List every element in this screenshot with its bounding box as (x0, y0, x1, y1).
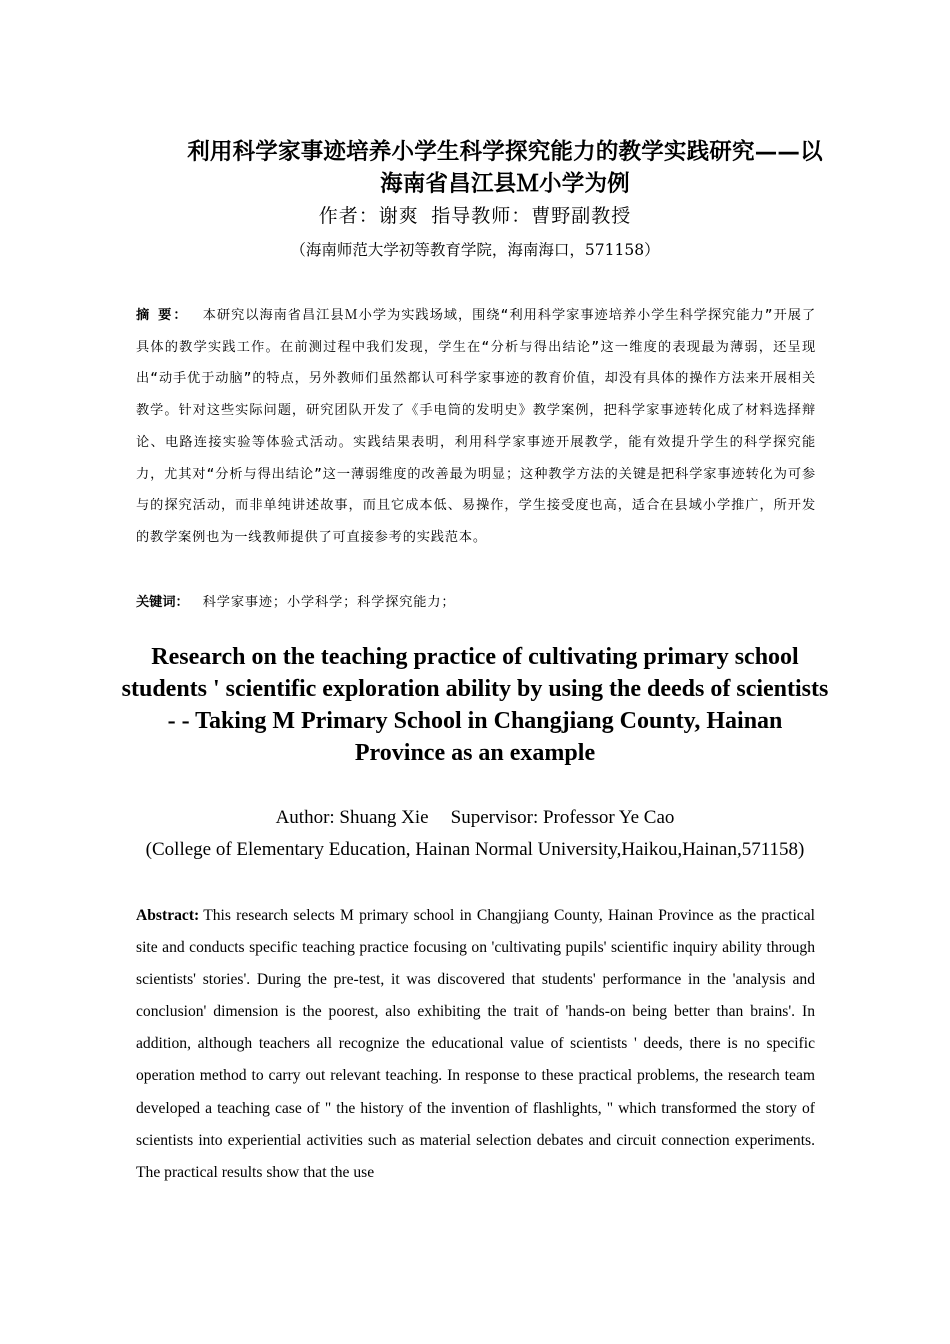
chinese-author-line: 作者：谢爽 指导教师：曹野副教授 (318, 205, 632, 227)
english-author-line (0, 804, 950, 832)
english-title: Research on the teaching practice of cultivating primary school students ' scientific exploration ability by using the deeds of scientists - - Taking M Primary School in Changjiang County, Hainan Province as an example (121, 644, 829, 766)
chinese-abstract-text: 本研究以海南省昌江县Ｍ小学为实践场域，围绕“利用科学家事迹培养小学生科学探究能力”开展了具体的教学实践工作。在前测过程中我们发现，学生在“分析与得出结论”这一维度的表现最为薄弱，还呈现出“动手优于动脑”的特点，另外教师们虽然都认可科学家事迹的教育价值，却没有具体的操作方法来开展相关教学。针对这些实际问题，研究团队开发了《手电筒的发明史》教学案例，把科学家事迹转化成了材料选择辩论、电路连接实验等体验式活动。实践结果表明，利用科学家事迹开展教学，能有效提升学生的科学探究能力，尤其对“分析与得出结论”这一薄弱维度的改善最为明显；这种教学方法的关键是把科学家事迹转化为可参与的探究活动，而非单纯讲述故事，而且它成本低、易操作，学生接受度也高，适合在县域小学推广，所开发的教学案例也为一线教师提供了可直接参考的实践范本。 (136, 308, 817, 545)
chinese-affiliation: （海南师范大学初等教育学院，海南海口，571158） (290, 241, 660, 259)
chinese-keywords-text: 科学家事迹；小学科学；科学探究能力； (202, 595, 456, 610)
chinese-title: 利用科学家事迹培养小学生科学探究能力的教学实践研究——以海南省昌江县Ｍ小学为例 (187, 139, 823, 197)
english-affiliation: (College of Elementary Education, Hainan Normal University,Haikou,Hainan,571158) (145, 839, 805, 860)
chinese-abstract (136, 300, 816, 554)
english-abstract-label: Abstract: (136, 907, 200, 924)
english-supervisor: Supervisor: Professor Ye Cao (450, 807, 675, 828)
chinese-abstract-label: 摘 要： (136, 308, 189, 323)
english-author: Author: Shuang Xie (275, 807, 429, 828)
english-abstract-text: This research selects M primary school in Changjiang County, Hainan Province as the practical site and conducts specific teaching practice focusing on 'cultivating pupils' scientific inquiry ability through scientists' stories'. During the pre-test, it was discovered that students' performance in the 'analysis and conclusion' dimension is the poorest, also exhibiting the trait of 'hands-on being better than brains'. In addition, although teachers all recognize the educational value of scientists ' deeds, there is no specific operation method to carry out relevant teaching. In response to these practical problems, the research team developed a teaching case of " the history of the invention of flashlights, " which transformed the story of scientists into experiential activities such as material selection debates and circuit connection experiments. The practical results show that the use (136, 907, 815, 1181)
english-abstract (136, 900, 815, 1189)
chinese-keywords-label: 关键词： (136, 595, 189, 610)
chinese-keywords (136, 588, 816, 618)
